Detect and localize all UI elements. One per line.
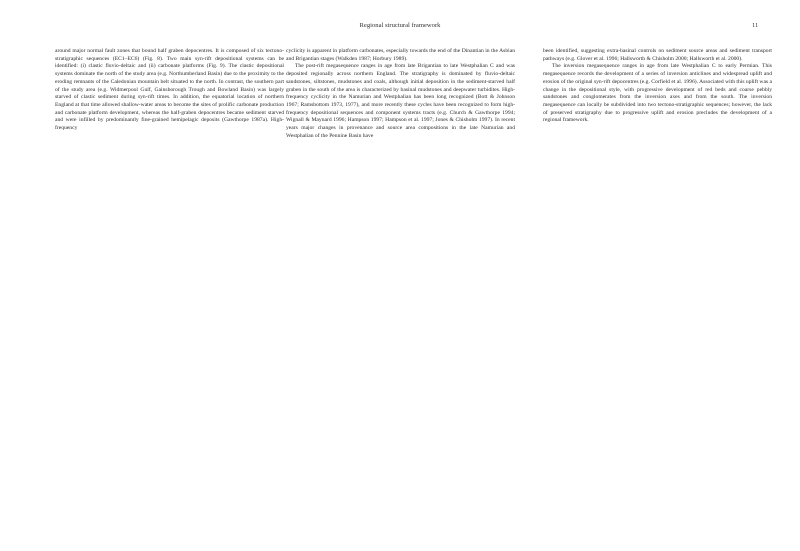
text-column-left <box>55 48 284 133</box>
page-number: 11 <box>752 22 759 29</box>
paragraph: The inversion megasequence ranges in age from late Westphalian C to early Permian. This megasequence records the development of a series of inversion anticlines and widespread uplift and erosion of the original syn-rift depocentres (e.g. Corfield et al. 1996). Associated with this uplift was a change in the depositional style, with progressive development of red beds and coarse pebbly sandstones and conglomerates from the inversion axes and from the south. The inversion megasequence can locally be subdivided into two tectono-stratigraphic sequences; however, the lack of preserved stratigraphy due to progressive uplift and erosion precludes the development of a regional framework. <box>543 63 772 124</box>
paragraph: around major normal fault zones that bound half graben depocentres. It is composed of six tectono-stratigraphic sequences (EC1–EC6) (Fig. 8). Two main syn-rift depositional systems can be identified: (i) clastic fluvio-deltaic and (ii) carbonate platforms (Fig. 9). The clastic depositional systems dominate the north of the study area (e.g. Northumberland Basin) due to the proximity to the eroding remnants of the Caledonian mountain belt situated to the north. In contrast, the southern part of the study area (e.g. Widmerpool Gulf, Gainsborough Trough and Bowland Basin) was largely starved of clastic sediment during syn-rift times. In addition, the equatorial location of northern England at that time allowed shallow-water areas to become the sites of prolific carbonate production and carbonate platform development, whereas the half-graben depocentres became sediment starved and were infilled by predominantly fine-grained hemipelagic deposits (Gawthorpe 1987a). High-frequency <box>55 48 284 132</box>
paragraph: been identified, suggesting extra-basinal controls on sediment source areas and sediment transport pathways (e.g. Glover et al. 1996; Hallsworth & Chisholm 2000; Hallsworth et al. 2000). <box>543 48 772 62</box>
text-column-middle <box>286 48 515 140</box>
paragraph: The post-rift megasequence ranges in age from late Brigantian to late Westphalian C and was deposited regionally across northern England. The stratigraphy is dominated by fluvio-deltaic sandstones, siltstones, mudstones and coals, although initial deposition in the sediment-starved half graben in the south of the area is characterized by basinal mudstones and deepwater turbidites. High-frequency cyclicity in the Namurian and Westphalian has been long recognized (Bott & Johnson 1967; Ramsbottom 1973, 1977), and more recently these cycles have been recognized to form high-frequency depositional sequences and component systems tracts (e.g. Church & Gawthorpe 1994; Wignall & Maynard 1996; Hampson 1997; Hampson et al. 1997; Jones & Chisholm 1997). In recent years major changes in provenance and source area compositions in the late Namurian and Westphalian of the Pennine Basin have <box>286 63 515 139</box>
running-title: Regional structural framework <box>359 22 441 29</box>
text-column-right <box>543 48 772 125</box>
paragraph: cyclicity is apparent in platform carbonates, especially towards the end of the Dinantian in the Asbian and Brigantian stages (Walkden 1987; Horbury 1989). <box>286 48 515 62</box>
